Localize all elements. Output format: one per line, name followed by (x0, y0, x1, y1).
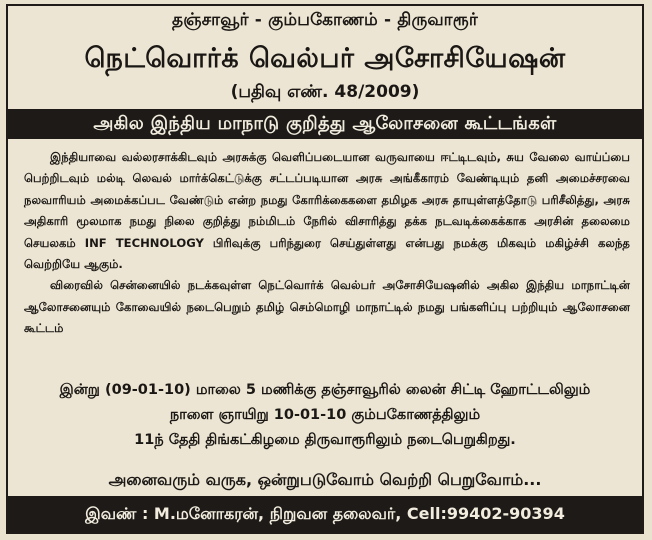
registration-number: (பதிவு எண். 48/2009) (230, 82, 420, 102)
paragraph-2: விரைவில் சென்னையில் நடக்கவுள்ள நெட்வொர்க் வெல்பர் அசோசியேஷனில் அகில இந்திய மாநாட்டின் ஆலோசனையும் கோவையில் நடைபெறும் தமிழ் செம்மொழி மாநாட்டில் நமது பங்களிப்பு பற்றியும் ஆலோசனை கூட்டம் (24, 278, 630, 336)
schedule-line-3: 11ந் தேதி திங்கட்கிழமை திருவாரூரிலும் நடைபெறுகிறது. (134, 432, 516, 448)
announcement-body (24, 147, 630, 340)
contact-footer: இவண் : M.மனோகரன், நிறுவன தலைவர், Cell:99402-90394 (8, 496, 642, 532)
cities-line: தஞ்சாவூர் - கும்பகோணம் - திருவாரூர் (171, 10, 478, 30)
schedule-line-2: நாளை ஞாயிறு 10-01-10 கும்பகோணத்திலும் (169, 407, 481, 423)
slogan: அனைவரும் வருக, ஒன்றுபடுவோம் வெற்றி பெறுவோம்... (108, 470, 542, 489)
paragraph-1: இந்தியாவை வல்லரசாக்கிடவும் அரசுக்கு வெளிப்படையான வருவாயை ஈட்டிடவும், சுய வேலை வாய்ப்பை பெற்றிடவும் மல்டி லெவல் மார்க்கெட்டுக்கு சட்டப்படியான அரசு அங்கீகாரம் வேண்டியும் தனி அமைச்சரவை நலவாரியம் அமைக்கப்பட வேண்டும் என்ற நமது கோரிக்கைகளை தமிழக அரசு தாயுள்ளத்தோடு பரிசீலித்து, அரசு அதிகாரி மூலமாக நமது நிலை குறித்து நம்மிடம் நேரில் விசாரித்து தக்க நடவடிக்கைக்காக அரசின் தலைமை செயலகம் INF TECHNOLOGY பிரிவுக்கு பரிந்துரை செய்துள்ளது என்பது நமக்கு மிகவும் மகிழ்ச்சி கலந்த வெற்றியே ஆகும். (24, 150, 630, 272)
schedule-line-1: இன்று (09-01-10) மாலை 5 மணிக்கு தஞ்சாவூரில் லைன் சிட்டி ஹோட்டலிலும் (59, 382, 591, 398)
advertisement (6, 4, 644, 534)
meeting-schedule (8, 378, 642, 453)
organization-name: நெட்வொர்க் வெல்பர் அசோசியேஷன் (84, 43, 566, 74)
meeting-banner: அகில இந்திய மாநாடு குறித்து ஆலோசனை கூட்டங்கள் (8, 109, 642, 139)
